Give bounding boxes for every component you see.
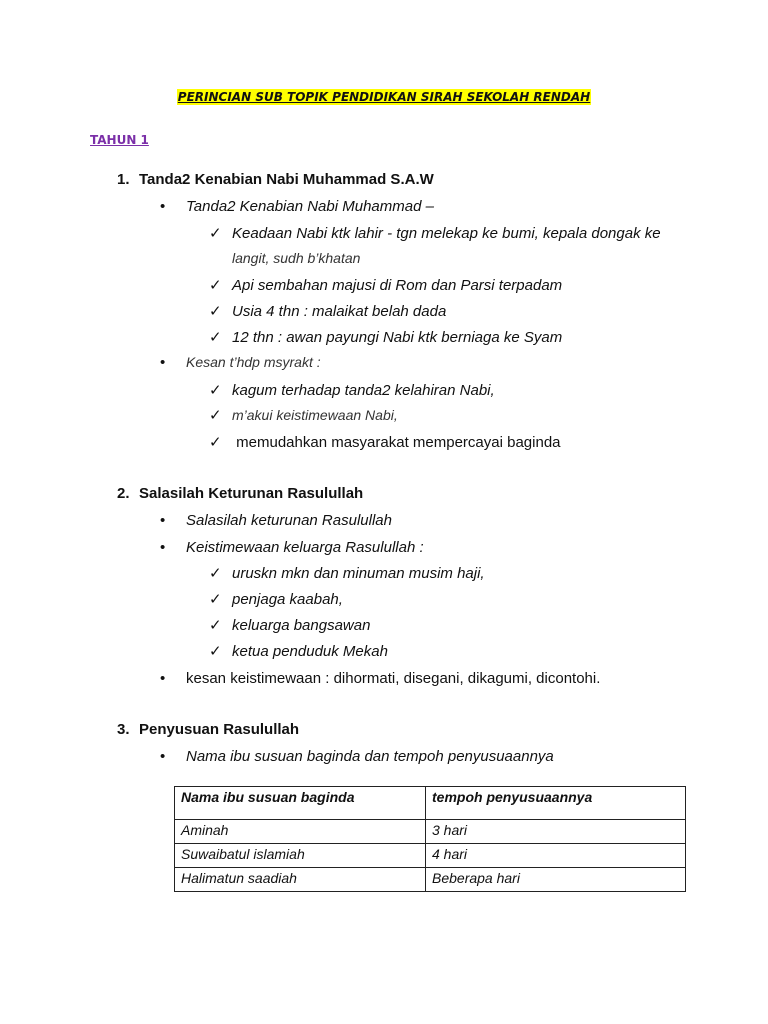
table-cell: 4 hari [426, 844, 686, 868]
table-cell: Halimatun saadiah [175, 868, 426, 892]
checkmark-icon: ✓ [209, 434, 222, 451]
check-item: ✓ Usia 4 thn : malaikat belah dada [209, 303, 447, 320]
checkmark-icon: ✓ [209, 277, 222, 294]
bullet-item: • Kesan t’hdp msyrakt : [160, 354, 321, 371]
table-row [175, 820, 686, 844]
checkmark-icon: ✓ [209, 591, 222, 608]
bullet-item: • Tanda2 Kenabian Nabi Muhammad – [160, 198, 434, 215]
bullet-item: • Nama ibu susuan baginda dan tempoh penyusuaannya [160, 748, 554, 765]
checkmark-icon: ✓ [209, 303, 222, 320]
check-item: ✓ kagum terhadap tanda2 kelahiran Nabi, [209, 382, 495, 399]
table-header-cell: Nama ibu susuan baginda [175, 787, 426, 820]
bullet-icon: • [160, 198, 166, 215]
checkmark-icon: ✓ [209, 643, 222, 660]
table-cell: Suwaibatul islamiah [175, 844, 426, 868]
check-item: ✓ keluarga bangsawan [209, 617, 371, 634]
bullet-item: • Keistimewaan keluarga Rasulullah : [160, 539, 424, 556]
checkmark-icon: ✓ [209, 407, 222, 424]
check-item: ✓ m’akui keistimewaan Nabi, [209, 407, 398, 424]
checkmark-icon: ✓ [209, 382, 222, 399]
bullet-icon: • [160, 539, 166, 556]
table-header-row [175, 787, 686, 820]
bullet-item: • kesan keistimewaan : dihormati, disegani, dikagumi, dicontohi. [160, 670, 601, 687]
bullet-icon: • [160, 670, 166, 687]
bullet-icon: • [160, 748, 166, 765]
nursing-mothers-table [174, 786, 686, 892]
checkmark-icon: ✓ [209, 329, 222, 346]
table-header-cell: tempoh penyusuaannya [426, 787, 686, 820]
table-row [175, 868, 686, 892]
check-item: ✓ penjaga kaabah, [209, 591, 343, 608]
check-item: ✓ memudahkan masyarakat mempercayai baginda [209, 434, 561, 451]
document-title: PERINCIAN SUB TOPIK PENDIDIKAN SIRAH SEKOLAH RENDAH [177, 90, 591, 104]
table-cell: Beberapa hari [426, 868, 686, 892]
checkmark-icon: ✓ [209, 225, 222, 242]
section-heading-2: 2. Salasilah Keturunan Rasulullah [117, 485, 364, 502]
section-heading-1: 1. Tanda2 Kenabian Nabi Muhammad S.A.W [117, 171, 434, 188]
check-item-continuation: langit, sudh b’khatan [232, 250, 361, 266]
check-item: ✓ Api sembahan majusi di Rom dan Parsi terpadam [209, 277, 563, 294]
checkmark-icon: ✓ [209, 565, 222, 582]
bullet-item: • Salasilah keturunan Rasulullah [160, 512, 392, 529]
table-cell: Aminah [175, 820, 426, 844]
bullet-icon: • [160, 354, 166, 371]
check-item: ✓ uruskn mkn dan minuman musim haji, [209, 565, 485, 582]
check-item: ✓ 12 thn : awan payungi Nabi ktk berniaga ke Syam [209, 329, 563, 346]
checkmark-icon: ✓ [209, 617, 222, 634]
table-cell: 3 hari [426, 820, 686, 844]
year-heading: TAHUN 1 [90, 133, 149, 147]
section-heading-3: 3. Penyusuan Rasulullah [117, 721, 300, 738]
table-row [175, 844, 686, 868]
check-item: ✓ ketua penduduk Mekah [209, 643, 388, 660]
check-item: ✓ Keadaan Nabi ktk lahir - tgn melekap ke bumi, kepala dongak ke [209, 225, 661, 242]
bullet-icon: • [160, 512, 166, 529]
